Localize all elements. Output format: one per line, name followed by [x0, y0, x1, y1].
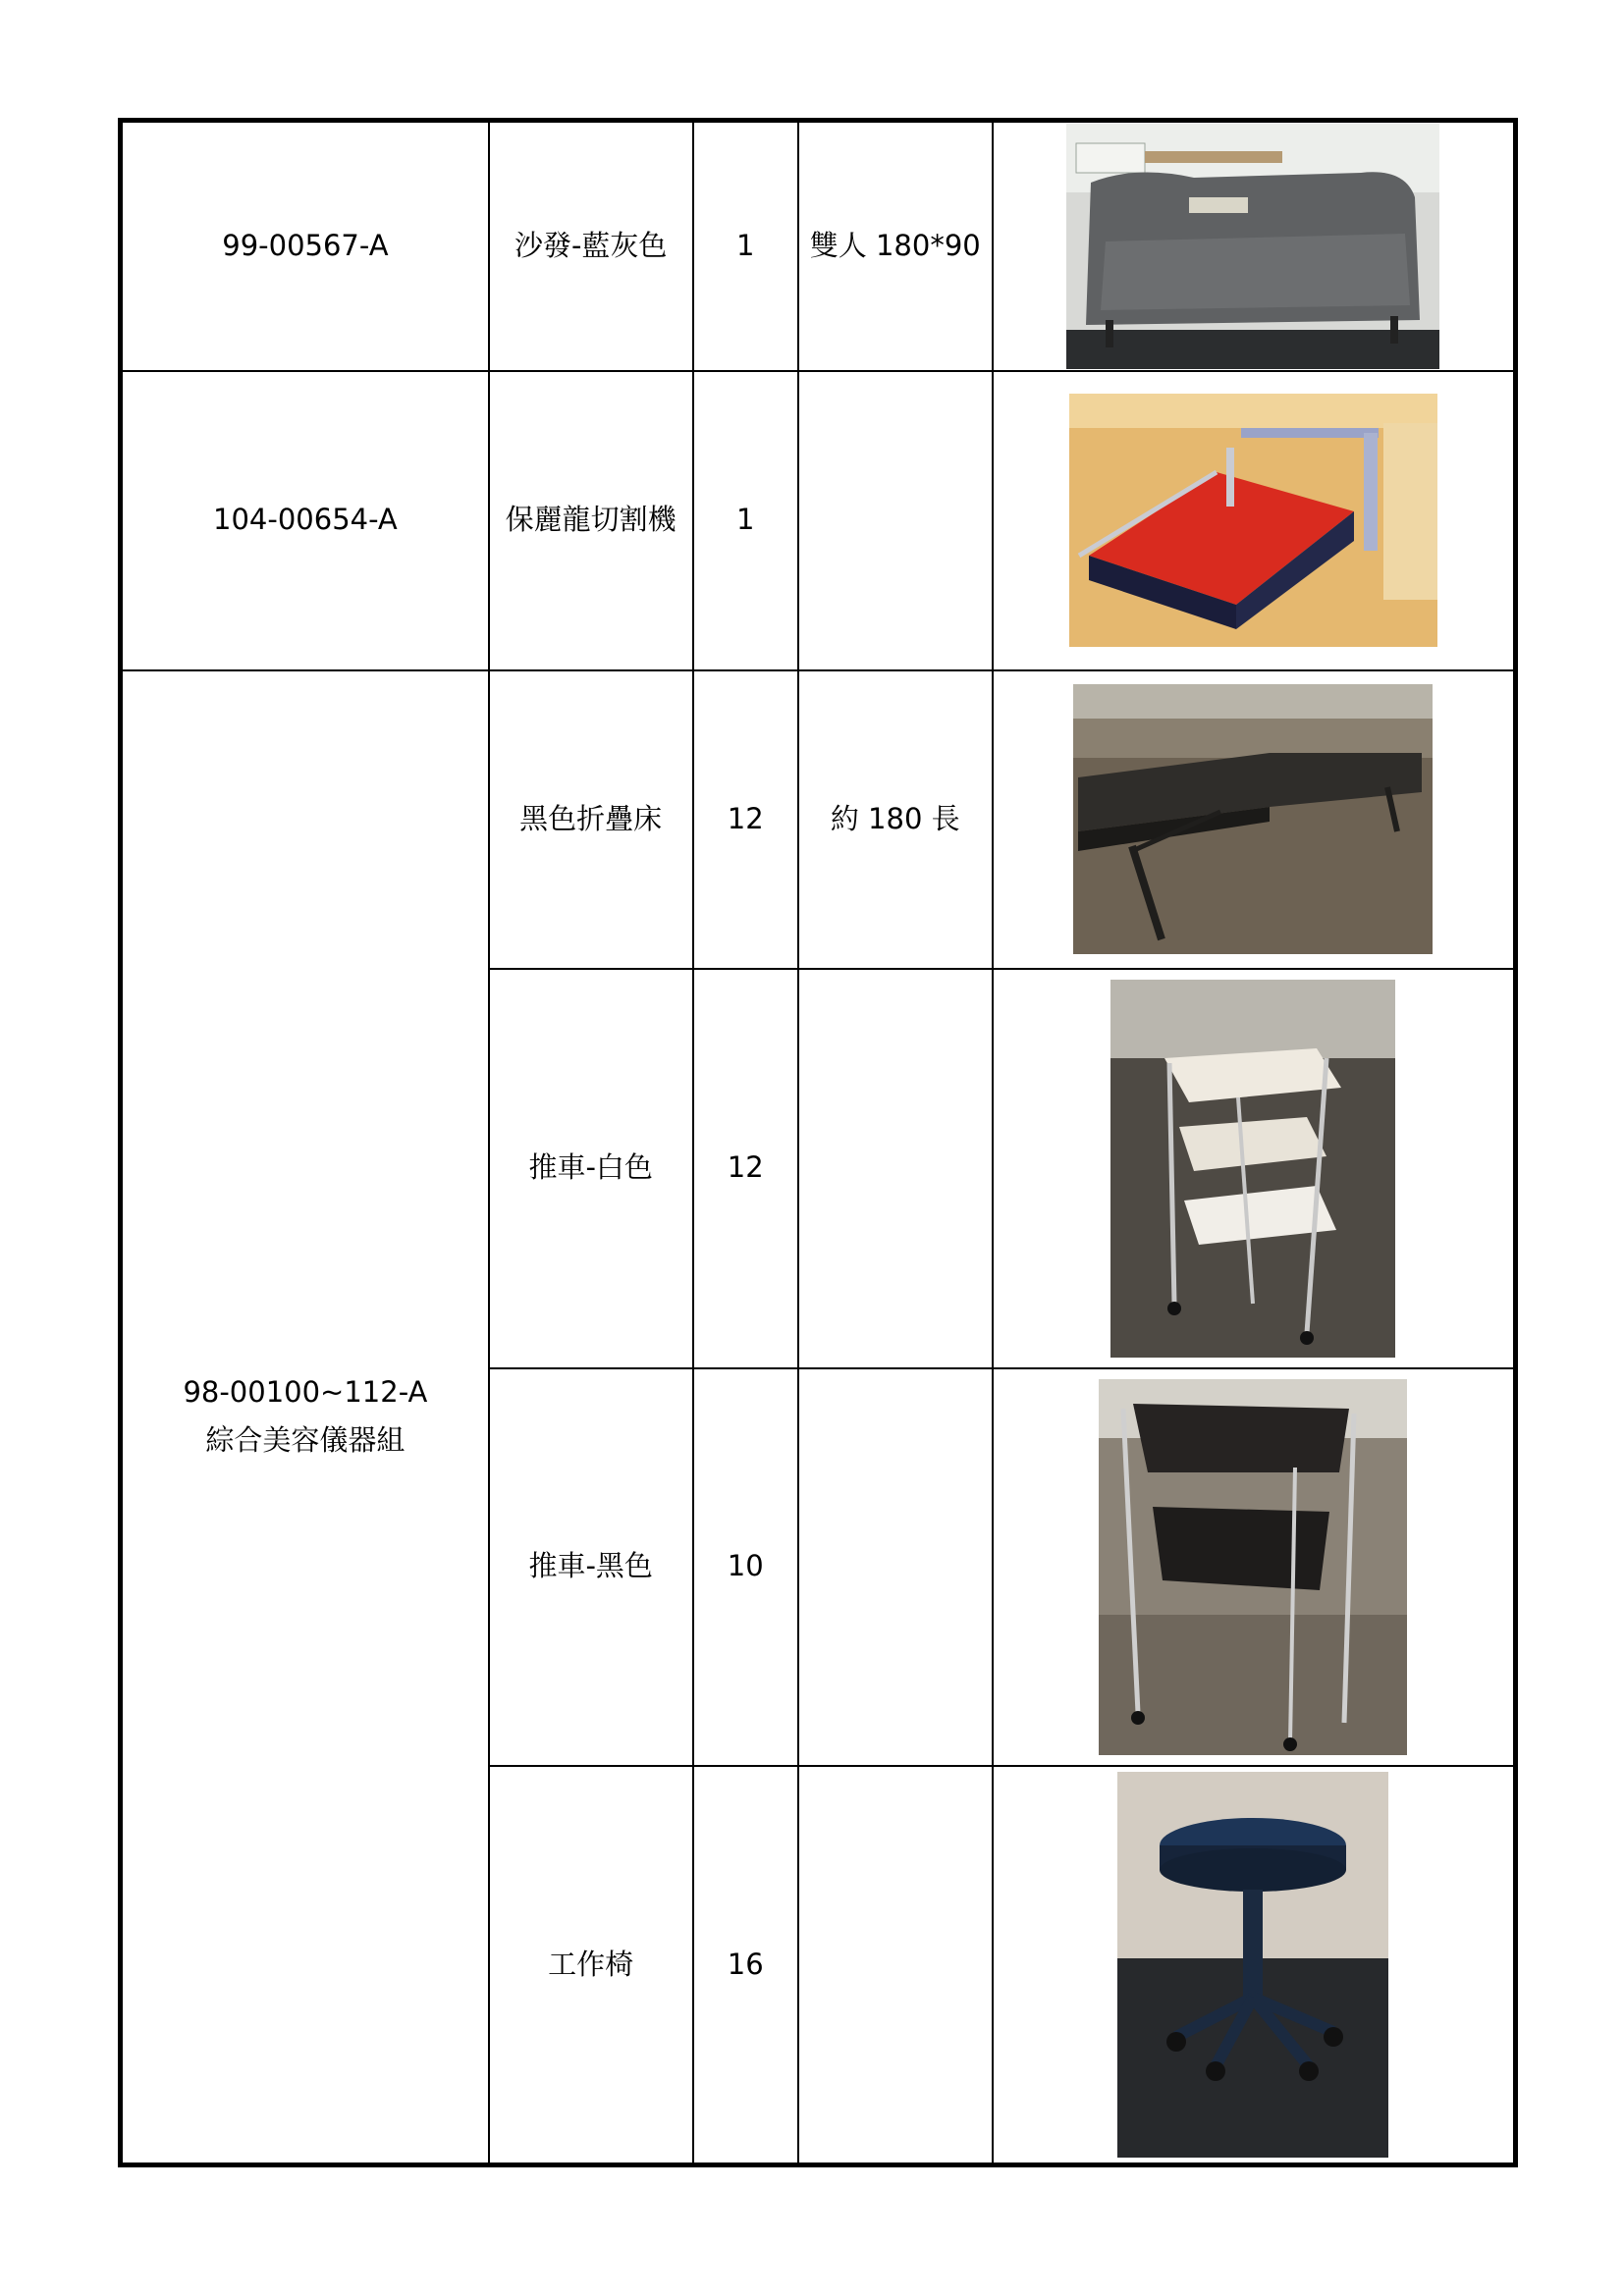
black-cart-photo	[1099, 1379, 1407, 1755]
item-name-cell: 保麗龍切割機	[489, 371, 693, 670]
photo-cell	[993, 670, 1516, 969]
item-name-cell: 推車-白色	[489, 969, 693, 1368]
group-asset-cell	[121, 670, 489, 2165]
note-cell: 約 180 長	[798, 670, 993, 969]
note-cell	[798, 1368, 993, 1766]
photo-cell	[993, 121, 1516, 371]
item-name-cell: 黑色折疊床	[489, 670, 693, 969]
note-cell	[798, 1766, 993, 2165]
note-cell: 雙人 180*90	[798, 121, 993, 371]
white-cart-photo	[1110, 980, 1395, 1358]
table-row	[121, 121, 1516, 371]
table-row	[121, 670, 1516, 969]
item-name-cell: 工作椅	[489, 1766, 693, 2165]
quantity-cell: 16	[693, 1766, 798, 2165]
quantity-cell: 1	[693, 121, 798, 371]
photo-cell	[993, 1766, 1516, 2165]
note-cell	[798, 371, 993, 670]
group-asset-name: 綜合美容儀器組	[205, 1423, 406, 1458]
photo-cell	[993, 969, 1516, 1368]
table-row	[121, 371, 1516, 670]
asset-number-cell: 99-00567-A	[121, 121, 489, 371]
group-asset-number: 98-00100~112-A	[183, 1374, 428, 1409]
stool-photo	[1117, 1772, 1388, 2158]
item-name-cell: 推車-黑色	[489, 1368, 693, 1766]
quantity-cell: 12	[693, 969, 798, 1368]
foam-cutter-photo	[1069, 394, 1437, 647]
item-name-cell: 沙發-藍灰色	[489, 121, 693, 371]
quantity-cell: 12	[693, 670, 798, 969]
photo-cell	[993, 371, 1516, 670]
note-cell	[798, 969, 993, 1368]
sofa-photo	[1066, 124, 1439, 369]
asset-table	[118, 118, 1518, 2167]
quantity-cell: 1	[693, 371, 798, 670]
quantity-cell: 10	[693, 1368, 798, 1766]
asset-number-cell: 104-00654-A	[121, 371, 489, 670]
photo-cell	[993, 1368, 1516, 1766]
folding-bed-photo	[1073, 684, 1433, 954]
